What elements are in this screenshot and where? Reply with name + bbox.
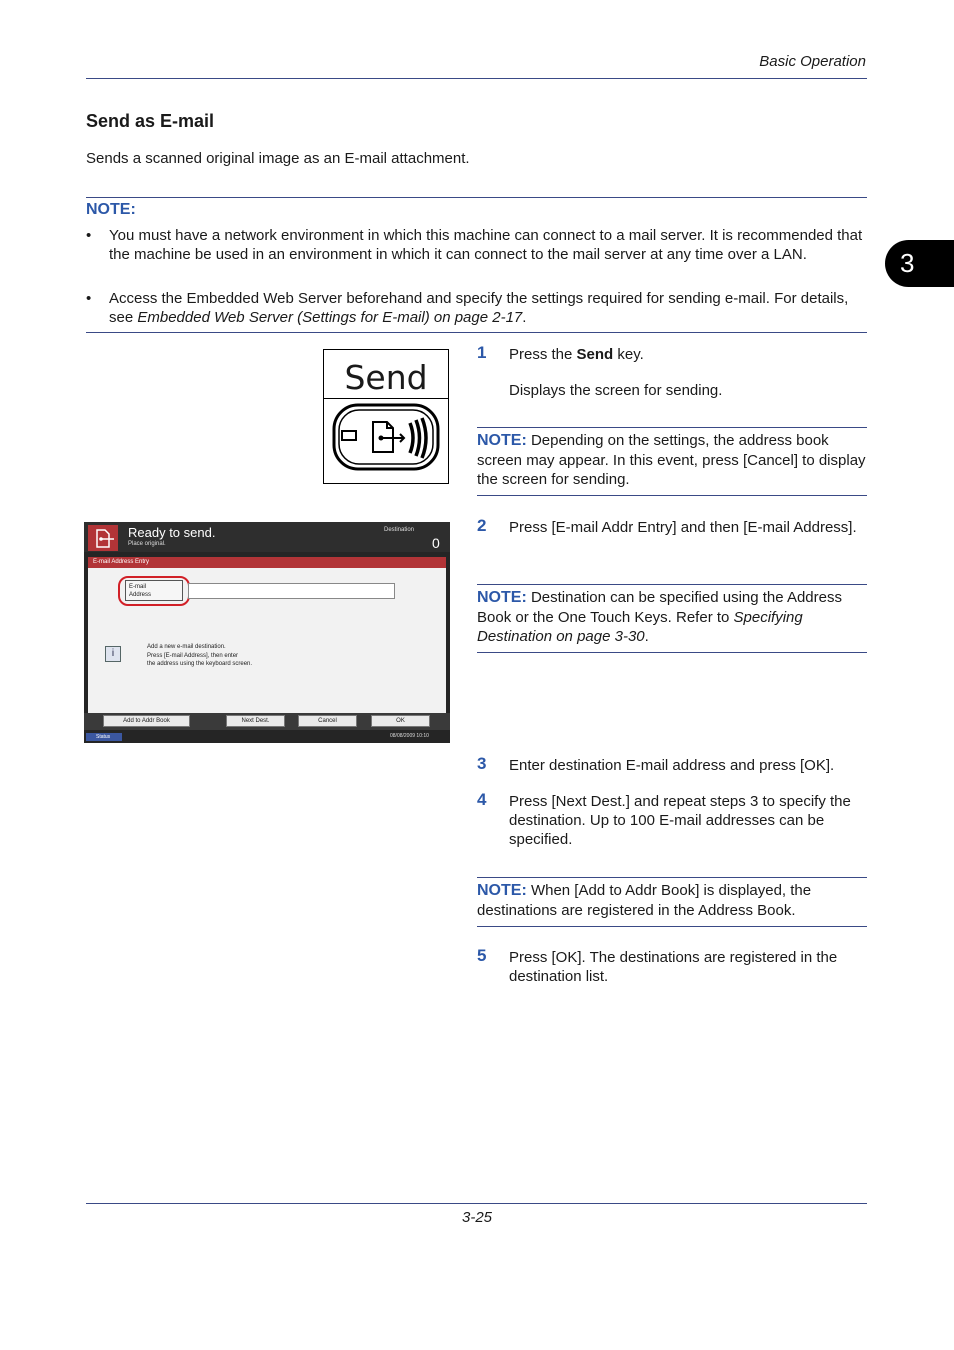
panel-datetime: 08/08/2009 10:10 <box>390 733 429 739</box>
panel-info-text: Add a new e-mail destination. Press [E-mail Address], then enter the address using the keyboard screen. <box>147 644 253 667</box>
section-title: Send as E-mail <box>86 111 215 131</box>
send-mode-icon <box>88 525 118 551</box>
note-rule-bottom <box>86 332 867 333</box>
note-box: NOTE: When [Add to Addr Book] is displayed, the destinations are registered in the Address Book. <box>477 882 812 919</box>
step-text: Enter destination E-mail address and press [OK]. <box>509 757 835 774</box>
chapter-tab: 3 <box>885 240 954 287</box>
panel-place-text: Place original. <box>128 541 166 547</box>
step-subtext: Displays the screen for sending. <box>509 382 723 399</box>
note-rule-top <box>86 197 867 198</box>
step-number: 4 <box>477 790 487 809</box>
note-rule-top <box>477 427 867 428</box>
cancel-button[interactable]: Cancel <box>298 715 357 727</box>
note-rule-top <box>477 584 867 585</box>
note-rule-bottom <box>477 652 867 653</box>
note-box: NOTE: Destination can be specified using the Address Book or the One Touch Keys. Refer to Specifying Destination on page 3-30. <box>477 589 842 645</box>
info-icon: i <box>105 646 121 662</box>
panel-destination-count: 0 <box>432 535 440 551</box>
running-header: Basic Operation <box>759 53 866 70</box>
send-key-label: Send <box>324 350 448 399</box>
step-number: 1 <box>477 343 487 362</box>
email-address-field[interactable] <box>188 583 395 599</box>
ok-button[interactable]: OK <box>371 715 430 727</box>
step-text: Press the Send key. <box>509 346 644 363</box>
panel-destination-label: Destination <box>384 527 415 533</box>
note-box: NOTE: Depending on the settings, the address book screen may appear. In this event, press [Cancel] to display the screen for sending. <box>477 432 866 488</box>
step-number: 5 <box>477 946 487 965</box>
panel-ready-text: Ready to send. <box>128 525 216 540</box>
note-rule-top <box>477 877 867 878</box>
highlight-circle <box>118 576 190 606</box>
note-bullet: • Access the Embedded Web Server beforehand and specify the settings required for sending e-mail. For details, see Embedded Web Server (Settings for E-mail) on page 2-17. <box>86 289 866 327</box>
header-rule <box>86 78 867 79</box>
footer-rule <box>86 1203 867 1204</box>
step-text: Press [OK]. The destinations are registered in the destination list. <box>509 949 838 985</box>
status-button[interactable]: Status <box>86 733 122 741</box>
operation-panel-screenshot <box>84 522 450 743</box>
note-rule-bottom <box>477 495 867 496</box>
email-address-button[interactable]: E-mail Address <box>125 580 183 601</box>
step-number: 3 <box>477 754 487 773</box>
page-number: 3-25 <box>461 1209 493 1226</box>
intro-text: Sends a scanned original image as an E-mail attachment. <box>86 150 470 167</box>
note-bullet-text: You must have a network environment in which this machine can connect to a mail server. It is recommended that the machine be used in an environment in which it can connect to the mail server at any time over a LAN. <box>109 227 863 263</box>
next-dest-button[interactable]: Next Dest. <box>226 715 285 727</box>
step-text: Press [Next Dest.] and repeat steps 3 to specify the destination. Up to 100 E-mail addresses can be specified. <box>509 793 851 848</box>
send-key-figure <box>323 349 449 484</box>
cross-reference-link[interactable]: Embedded Web Server (Settings for E-mail) on page 2-17 <box>137 309 523 326</box>
cross-reference-link[interactable]: Specifying Destination on page 3-30 <box>477 608 803 645</box>
note-bullet: • You must have a network environment in which this machine can connect to a mail server. It is recommended that the machine be used in an environment in which it can connect to the mail server at any time over a LAN. <box>86 226 866 264</box>
panel-title-bar: E-mail Address Entry <box>88 557 446 568</box>
note-bullet-text: Access the Embedded Web Server beforehand and specify the settings required for sending e-mail. For details, see Embedded Web Server (Settings for E-mail) on page 2-17. <box>109 290 849 326</box>
send-icon <box>330 402 442 478</box>
step-text: Press [E-mail Addr Entry] and then [E-mail Address]. <box>509 519 857 536</box>
step-number: 2 <box>477 516 487 535</box>
note-label: NOTE: <box>86 201 136 218</box>
add-to-addr-book-button[interactable]: Add to Addr Book <box>103 715 190 727</box>
note-rule-bottom <box>477 926 867 927</box>
